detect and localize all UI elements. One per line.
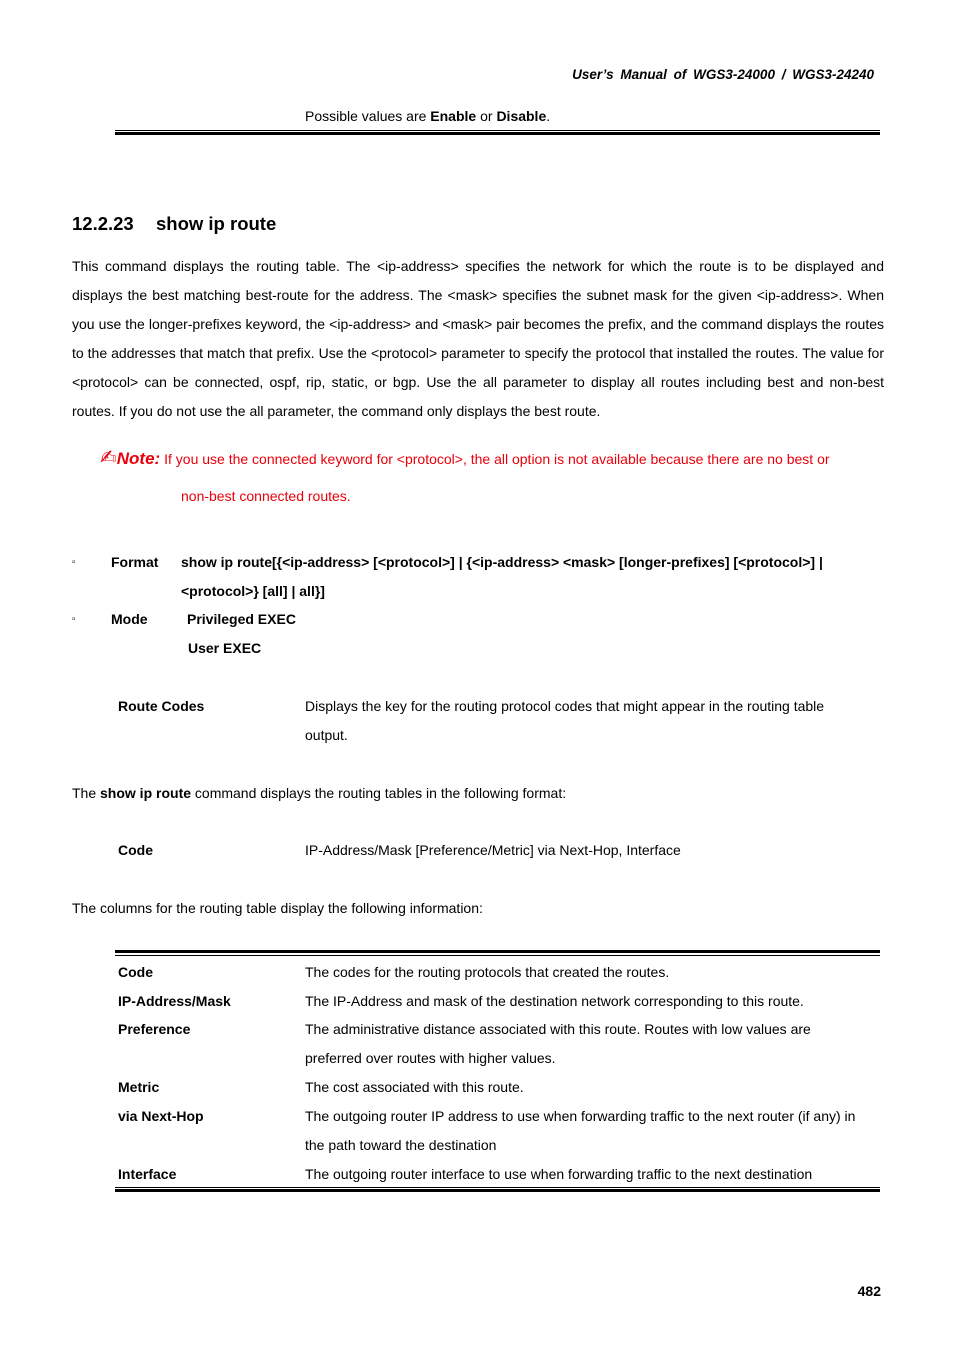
section-heading [72,213,276,235]
route-codes-desc-line-1: Displays the key for the routing protocol codes that might appear in the routing table [305,698,825,714]
table-row-label: via Next-Hop [118,1108,204,1124]
table-row-label: Preference [118,1021,191,1037]
previous-mid: or [476,108,497,124]
note-line-1: If you use the connected keyword for <protocol>, the all option is not available because there are no best or [160,451,830,467]
mode-label: Mode [111,611,148,627]
top-table-rule-thick [115,132,880,135]
columns-table-bottom-rule-thin [115,1187,880,1188]
mode-value-user: User EXEC [188,640,262,656]
format-sentence [72,785,566,801]
previous-values-line [305,108,550,124]
code-format-value: IP-Address/Mask [Preference/Metric] via Next-Hop, Interface [305,842,681,858]
note-line-2: non-best connected routes. [181,488,351,504]
previous-prefix: Possible values are [305,108,431,124]
table-row-desc-cont: the path toward the destination [305,1137,497,1153]
mode-bullet-icon: ▫ [72,614,76,625]
pen-icon: ✍ [100,447,117,469]
enable-value: Enable [430,108,477,124]
table-row-desc: The codes for the routing protocols that created the routes. [305,964,670,980]
code-format-label: Code [118,842,153,858]
format-sentence-prefix: The [72,785,101,801]
disable-value: Disable [496,108,547,124]
top-table-rule-thin [115,130,880,131]
table-row-label: IP-Address/Mask [118,993,231,1009]
table-row-desc: The IP-Address and mask of the destination network corresponding to this route. [305,993,804,1009]
note-box [100,445,830,470]
table-row-label: Interface [118,1166,177,1182]
table-row-desc: The cost associated with this route. [305,1079,524,1095]
columns-table-bottom-rule-thick [115,1189,880,1192]
format-syntax-line-1: show ip route[{<ip-address> [<protocol>] | {<ip-address> <mask> [longer-prefixes] [<protocol>] | [181,554,823,570]
table-row-desc-cont: preferred over routes with higher values. [305,1050,556,1066]
table-row-desc: The outgoing router IP address to use when forwarding traffic to the next router (if any) in [305,1108,856,1124]
format-bullet-icon: ▫ [72,557,76,568]
table-row-label: Metric [118,1079,160,1095]
running-header: User’s Manual of WGS3-24000 / WGS3-24240 [572,67,874,82]
columns-intro: The columns for the routing table display the following information: [72,900,483,916]
route-codes-desc-line-2: output. [305,727,348,743]
note-label: Note: [116,449,161,468]
table-row-desc: The outgoing router interface to use when forwarding traffic to the next destination [305,1166,813,1182]
format-sentence-suffix: command displays the routing tables in the following format: [191,785,567,801]
description-paragraph: This command displays the routing table. The <ip-address> specifies the network for which the route is to be displayed and displays the best matching best-route for the address. The <mask> specifies the subnet mask for the given <ip-address>. When you use the longer-prefixes keyword, the <ip-address> and <mask> pair becomes the prefix, and the command displays the routes to the addresses that match that prefix. Use the <protocol> parameter to specify the protocol that installed the routes. The value for <protocol> can be connected, ospf, rip, static, or bgp. Use the all parameter to display all routes including best and non-best routes. If you do not use the all parameter, the command only displays the best route. [72,258,884,419]
previous-suffix: . [546,108,551,124]
table-row-label: Code [118,964,153,980]
page-number: 482 [857,1283,881,1299]
table-row-desc: The administrative distance associated with this route. Routes with low values are [305,1021,811,1037]
format-syntax-line-2: <protocol>} [all] | all}] [181,583,325,599]
route-codes-label: Route Codes [118,698,205,714]
columns-table-top-rule-thick [115,950,880,953]
columns-table-top-rule-thin [115,955,880,956]
format-sentence-command: show ip route [100,785,192,801]
format-label: Format [111,554,159,570]
section-title: show ip route [156,213,277,234]
section-number: 12.2.23 [72,213,134,234]
mode-value-privileged: Privileged EXEC [187,611,296,627]
